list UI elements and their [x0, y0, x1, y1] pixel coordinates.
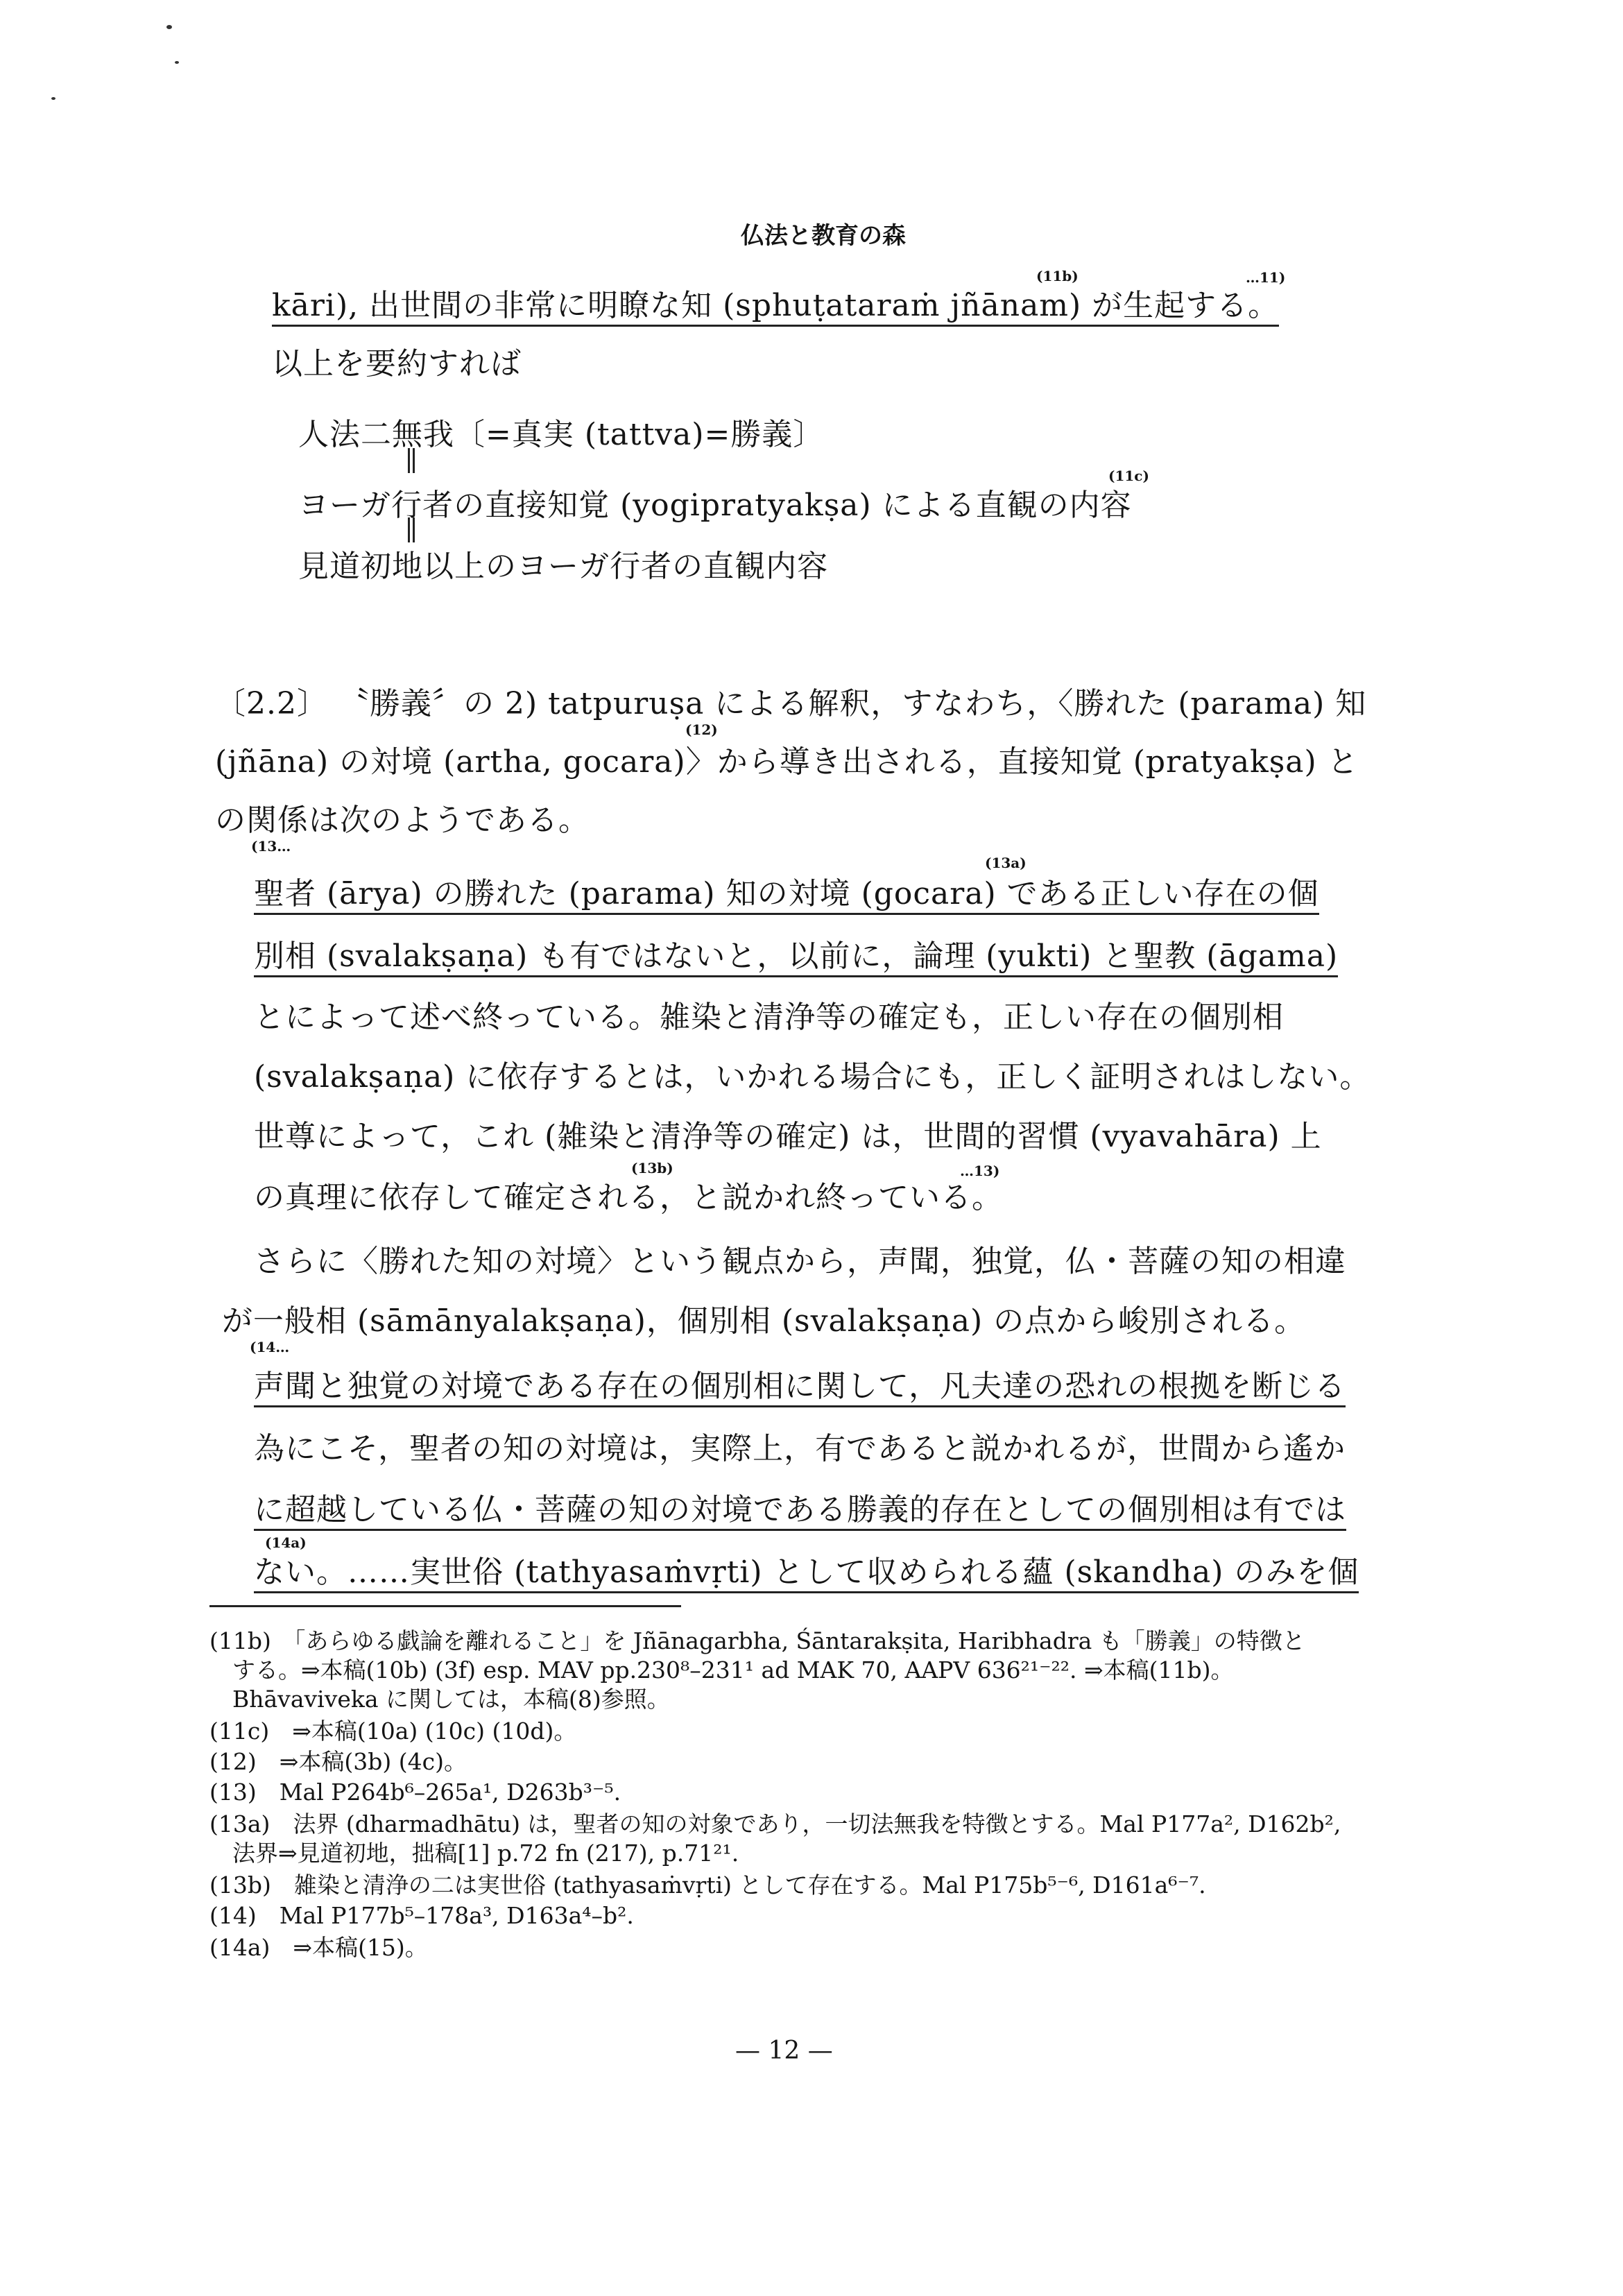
scan-speck	[175, 61, 179, 64]
intro-line-2: 以上を要約すれば	[272, 346, 522, 382]
footnote-line: (11b) 「あらゆる戯論を離れること」を Jñānagarbha, Śāntarakṣita, Haribhadra も「勝義」の特徴と	[209, 1627, 1305, 1654]
footnote-line: (14) Mal P177b⁵–178a³, D163a⁴–b².	[209, 1902, 634, 1929]
section-line-1: 〔2.2〕 〝勝義〞の 2) tatpuruṣa による解釈，すなわち，〈勝れた (parama) 知	[215, 686, 1367, 721]
quote-14-line-3	[254, 1484, 1346, 1529]
footnote-line: (14a) ⇒本稿(15)。	[209, 1934, 428, 1961]
footnote-ref-12: (12)	[685, 721, 718, 738]
quote-14-line-2: 為にこそ，聖者の知の対境は，実際上，有であると説かれるが，世間から遙か	[254, 1431, 1346, 1466]
footnote-line: (13a) 法界 (dharmadhātu) は，聖者の知の対象であり，一切法無我を特徴とする。Mal P177a², D162b²,	[209, 1810, 1341, 1837]
quote-14-line-1	[254, 1361, 1346, 1405]
intro-line-1-text: kāri), 出世間の非常に明瞭な知 (sphuṭataraṁ jñānam) が生起する。	[272, 288, 1279, 327]
section-line-3: の関係は次のようである。	[215, 803, 590, 838]
schema-row-1: 人法二無我〔=真実 (tattva)=勝義〕	[298, 417, 825, 452]
quote-14-marker: (14…	[250, 1339, 290, 1355]
footnote-line: する。⇒本稿(10b) (3f) esp. MAV pp.230⁸–231¹ ad MAK 70, AAPV 636²¹⁻²². ⇒本稿(11b)。	[209, 1656, 1234, 1684]
quote-13-line-3: とによって述べ終っている。雑染と清浄等の確定も，正しい存在の個別相	[254, 1000, 1284, 1035]
quote-13-line-4: (svalakṣaṇa) に依存するとは，いかれる場合にも，正しく証明されはしない。	[254, 1059, 1371, 1095]
quote-14-line-3-text: に超越している仏・菩薩の知の対境である勝義的存在としての個別相は有では	[254, 1492, 1346, 1531]
quote-13-line-5: 世尊によって，これ (雑染と清浄等の確定) は，世間的習慣 (vyavahāra) 上	[254, 1119, 1322, 1154]
footnote-ref-end-13: …13)	[960, 1163, 1000, 1179]
scan-speck	[166, 25, 172, 29]
intro-line-1	[272, 280, 1279, 325]
footnote-ref-11b: (11b)	[1036, 268, 1079, 284]
quote-14-line-4-text: ない。……実世俗 (tathyasaṁvṛti) として収められる蘊 (skandha) のみを個	[254, 1554, 1359, 1593]
schema-row-3: 見道初地以上のヨーガ行者の直観内容	[298, 549, 829, 584]
paragraph-2-line-1: さらに〈勝れた知の対境〉という観点から，声聞，独覚，仏・菩薩の知の相違	[254, 1244, 1346, 1279]
footnote-ref-13a: (13a)	[985, 855, 1027, 871]
footnote-line: (13) Mal P264b⁶–265a¹, D263b³⁻⁵.	[209, 1779, 621, 1806]
footnote-ref-end-11: …11)	[1246, 269, 1286, 286]
footnote-ref-14a: (14a)	[265, 1534, 307, 1551]
schema-row-2: ヨーガ行者の直接知覚 (yogipratyakṣa) による直観の内容	[298, 488, 1132, 523]
running-head: 仏法と教育の森	[741, 222, 906, 250]
footnote-line: Bhāvaviveka に関しては，本稿(8)参照。	[209, 1686, 670, 1713]
quote-13-line-6: の真理に依存して確定される，と説かれ終っている。	[254, 1180, 1003, 1215]
quote-13-line-1-text: 聖者 (ārya) の勝れた (parama) 知の対境 (gocara) である正しい存在の個	[254, 876, 1319, 915]
quote-13-marker: (13…	[251, 838, 291, 855]
quote-14-line-1-text: 声聞と独覚の対境である存在の個別相に関して，凡夫達の恐れの根拠を断じる	[254, 1369, 1346, 1407]
quote-14-line-4	[254, 1547, 1359, 1591]
scan-speck	[51, 97, 55, 100]
footnote-line: (11c) ⇒本稿(10a) (10c) (10d)。	[209, 1717, 577, 1745]
footnote-ref-11c: (11c)	[1108, 468, 1149, 484]
quote-13-line-1	[254, 868, 1319, 913]
equals-bar	[408, 448, 415, 473]
footnote-separator	[209, 1605, 681, 1607]
footnote-ref-13b: (13b)	[631, 1160, 673, 1176]
footnote-line: (12) ⇒本稿(3b) (4c)。	[209, 1748, 467, 1775]
quote-13-line-2-text: 別相 (svalakṣaṇa) も有ではないと，以前に，論理 (yukti) と聖教 (āgama)	[254, 939, 1338, 977]
page-number: — 12 —	[735, 2037, 833, 2065]
footnote-line: (13b) 雑染と清浄の二は実世俗 (tathyasaṁvṛti) として存在する。Mal P175b⁵⁻⁶, D161a⁶⁻⁷.	[209, 1871, 1206, 1899]
footnote-line: 法界⇒見道初地，拙稿[1] p.72 fn (217), p.71²¹.	[209, 1840, 739, 1867]
quote-13-line-2	[254, 931, 1338, 975]
section-line-2: (jñāna) の対境 (artha, gocara)〉から導き出される，直接知覚 (pratyakṣa) と	[215, 744, 1359, 780]
equals-bar	[408, 517, 415, 542]
paragraph-2-line-2: が一般相 (sāmānyalakṣaṇa)，個別相 (svalakṣaṇa) の点から峻別される。	[222, 1303, 1306, 1339]
